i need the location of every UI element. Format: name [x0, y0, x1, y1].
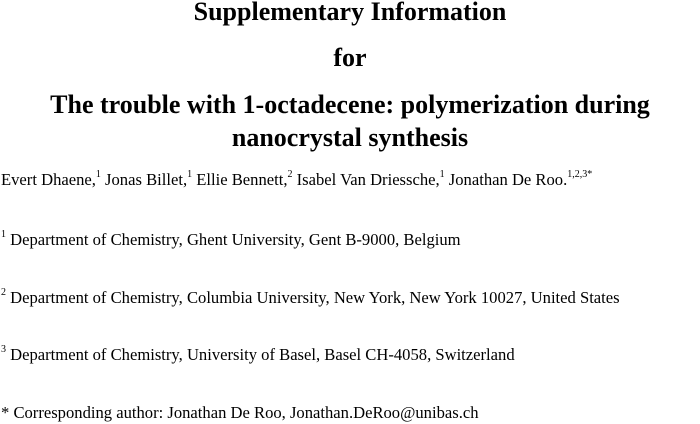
affiliation-2 [1, 288, 620, 308]
author-name: Evert Dhaene, [1, 170, 96, 189]
author [101, 170, 192, 189]
affiliation-text: Department of Chemistry, Ghent University, Gent B-9000, Belgium [6, 230, 461, 249]
affiliation-marker: 3 [1, 344, 6, 356]
author [445, 170, 593, 189]
author-name: Isabel Van Driessche, [292, 170, 440, 189]
author-name: Ellie Bennett, [192, 170, 288, 189]
affiliation-1 [1, 230, 461, 250]
author [293, 170, 445, 189]
author-affiliation-marker: 1,2,3* [567, 169, 593, 181]
author-name: Jonas Billet, [100, 170, 188, 189]
author-affiliation-marker: 1 [439, 169, 445, 181]
document-title-for: for [333, 43, 367, 72]
author [192, 170, 292, 189]
document-title: Supplementary Information [193, 0, 507, 26]
paper-title-line-1: The trouble with 1-octadecene: polymerization during [50, 90, 650, 119]
author-name: Jonathan De Roo. [444, 170, 568, 189]
corresponding-author: * Corresponding author: Jonathan De Roo, Jonathan.DeRoo@unibas.ch [1, 403, 479, 422]
affiliation-text: Department of Chemistry, University of Basel, Basel CH-4058, Switzerland [6, 345, 515, 364]
affiliation-text: Department of Chemistry, Columbia University, New York, New York 10027, United States [6, 288, 620, 307]
author-affiliation-marker: 2 [287, 169, 293, 181]
affiliation-3 [1, 345, 515, 365]
paper-title-line-2: nanocrystal synthesis [231, 123, 469, 152]
author-affiliation-marker: 1 [95, 169, 101, 181]
affiliation-marker: 1 [1, 229, 6, 241]
author-affiliation-marker: 1 [187, 169, 193, 181]
affiliation-marker: 2 [1, 287, 6, 299]
author-list [1, 170, 592, 190]
author [1, 170, 101, 189]
